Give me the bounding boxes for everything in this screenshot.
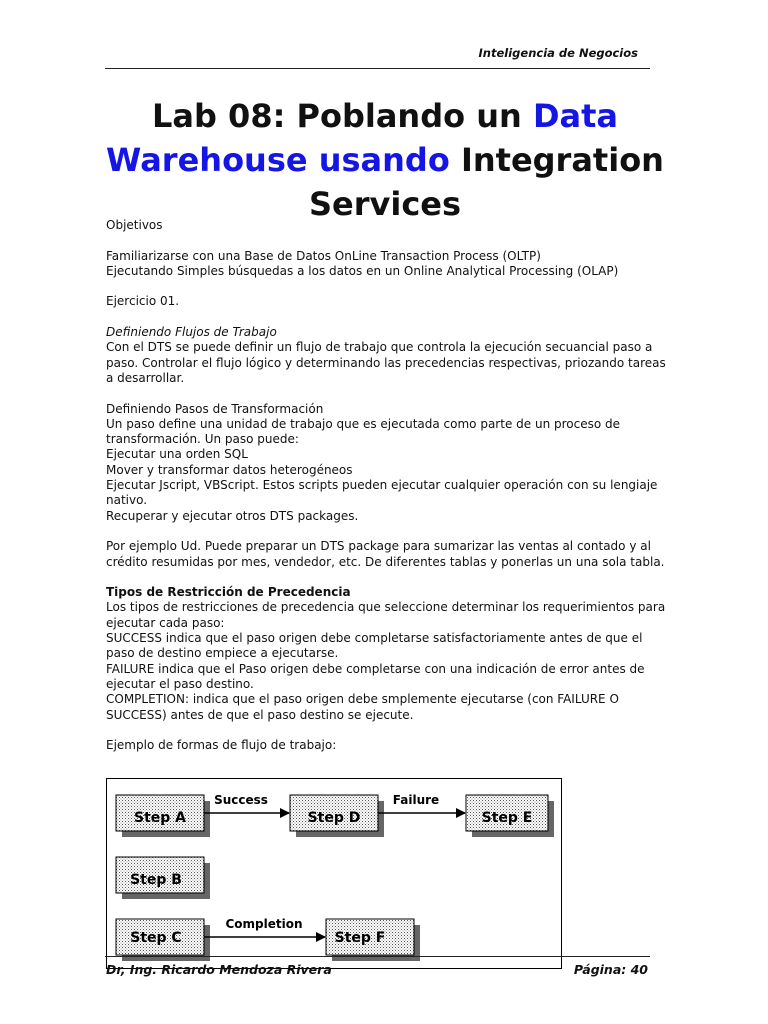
section-precedencia-heading: Tipos de Restricción de Precedencia xyxy=(106,585,351,600)
step-e-box xyxy=(466,795,554,837)
diagram-intro: Ejemplo de formas de flujo de trabajo: xyxy=(106,738,337,753)
example-paragraph: Por ejemplo Ud. Puede preparar un DTS package para sumarizar las ventas al contado y al crédito resumidas por mes, vendedor, etc. De diferentes tablas y ponerlas un una sola tabla. xyxy=(106,539,665,569)
running-header: Inteligencia de Negocios xyxy=(478,46,638,60)
step-a-label: Step A xyxy=(133,810,187,826)
title-part-2-highlight: Data Warehouse usando xyxy=(106,97,618,179)
workflow-diagram xyxy=(106,778,562,969)
page-title xyxy=(105,94,665,226)
pasos-item: Recuperar y ejecutar otros DTS packages. xyxy=(106,508,359,523)
section-pasos-text: Un paso define una unidad de trabajo que es ejecutada como parte de un proceso de transformación. Un paso puede: xyxy=(106,416,621,447)
footer-author: Dr, Ing. Ricardo Mendoza Rivera xyxy=(106,962,332,977)
section-precedencia-text: Los tipos de restricciones de precedencia que seleccione determinar los requerimientos para ejecutar cada paso: xyxy=(106,600,666,630)
step-a-box xyxy=(116,795,210,837)
header-rule xyxy=(105,68,650,69)
step-d-label: Step D xyxy=(307,810,361,826)
step-f-label: Step F xyxy=(334,930,386,946)
step-b-box xyxy=(116,857,210,899)
failure-definition: FAILURE indica que el Paso origen debe completarse con una indicación de error antes de ejecutar el paso destino. xyxy=(106,661,645,691)
step-d-box xyxy=(290,795,384,837)
pasos-item: Ejecutar una orden SQL xyxy=(106,447,248,462)
success-definition: SUCCESS indica que el paso origen debe completarse satisfactoriamente antes de que el paso de destino empiece a ejecutarse. xyxy=(106,631,643,661)
title-part-3: Integration Services xyxy=(308,141,664,223)
step-b-label: Step B xyxy=(130,872,182,888)
footer-page-number: Página: 40 xyxy=(573,962,648,977)
objetivo-1: Familiarizarse con una Base de Datos OnLine Transaction Process (OLTP) xyxy=(106,248,541,263)
completion-arrow-label: Completion xyxy=(225,917,303,931)
pasos-item: Mover y transformar datos heterogéneos xyxy=(106,462,353,477)
title-part-1: Lab 08: Poblando un xyxy=(152,97,533,135)
section-pasos-heading: Definiendo Pasos de Transformación xyxy=(106,401,324,416)
step-c-box xyxy=(116,919,210,961)
workflow-diagram-svg xyxy=(107,779,561,968)
step-f-box xyxy=(326,919,420,961)
objetivos-label: Objetivos xyxy=(106,218,163,232)
success-arrow-label: Success xyxy=(214,793,268,807)
step-e-label: Step E xyxy=(481,810,533,826)
pasos-item: Ejecutar Jscript, VBScript. Estos scripts pueden ejecutar cualquier operación con su lengiaje nativo. xyxy=(106,478,658,508)
completion-definition: COMPLETION: indica que el paso origen debe smplemente ejecutarse (con FAILURE O SUCCESS) antes de que el paso destino se ejecute. xyxy=(106,692,619,722)
footer-rule xyxy=(105,956,650,957)
section-flujos-heading: Definiendo Flujos de Trabajo xyxy=(106,325,277,340)
objetivo-2: Ejecutando Simples búsquedas a los datos en un Online Analytical Processing (OLAP) xyxy=(106,263,619,278)
step-c-label: Step C xyxy=(130,930,182,946)
section-flujos-text: Con el DTS se puede definir un flujo de trabajo que controla la ejecución secuancial paso a paso. Controlar el flujo lógico y determinando las precedencias respectivas, priozando tareas a desarrollar. xyxy=(106,340,666,385)
ejercicio-label: Ejercicio 01. xyxy=(106,294,180,309)
document-body xyxy=(106,218,666,753)
failure-arrow-label: Failure xyxy=(392,793,440,807)
